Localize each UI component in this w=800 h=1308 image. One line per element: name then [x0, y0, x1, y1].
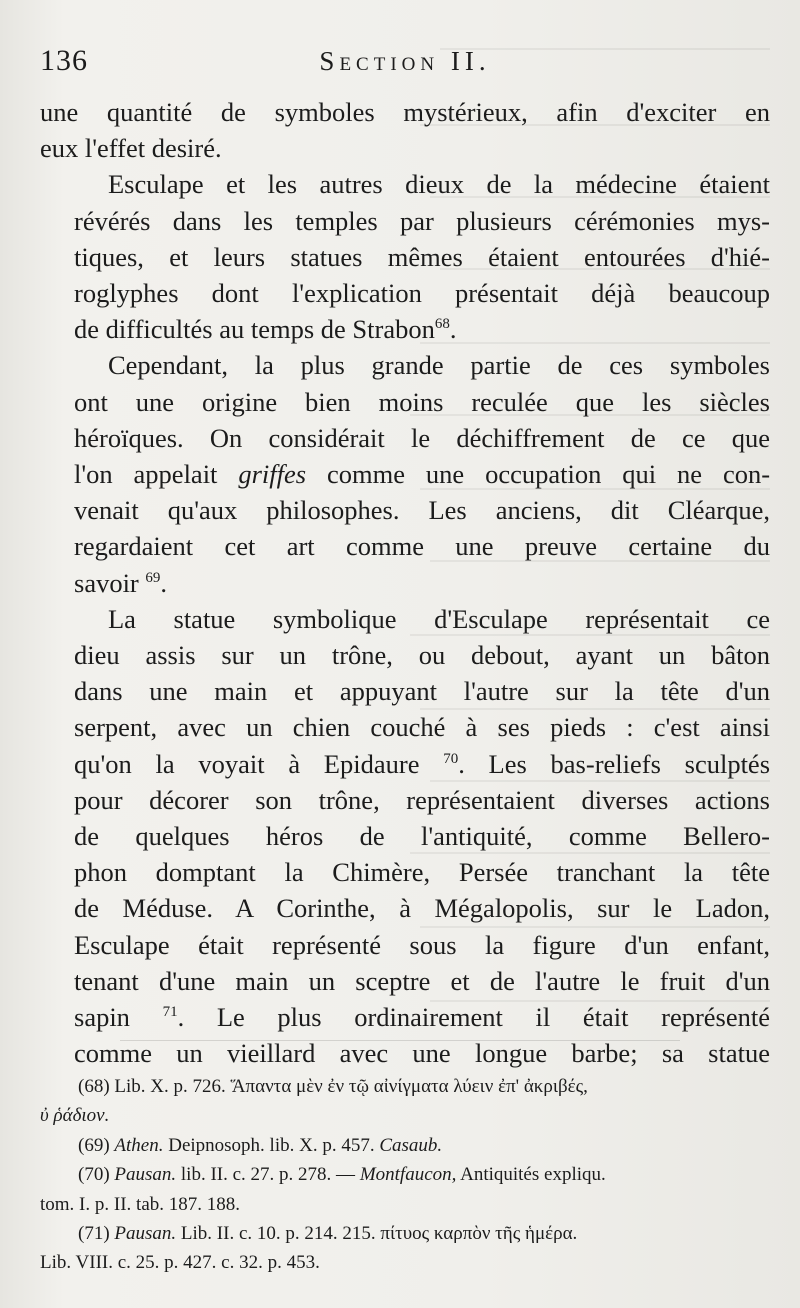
page-number: 136: [40, 44, 88, 77]
paragraph: [40, 347, 770, 600]
footnote-divider: [120, 1040, 680, 1041]
footnote-ref-70: 70: [443, 750, 459, 767]
text-line: héroïques. On considérait le déchiffrement de ce que: [74, 422, 770, 453]
footnote-71: (71) Pausan. Lib. II. c. 10. p. 214. 215. πίτυος καρπὸν τῆς ἡμέρα.: [78, 1223, 578, 1245]
paragraph: [40, 601, 770, 1072]
text-line: eux l'effet desiré.: [40, 133, 222, 164]
text-line: comme un vieillard avec une longue barbe; sa statue: [74, 1038, 770, 1069]
paragraph: [40, 166, 770, 347]
text-line: ont une origine bien moins reculée que les siècles: [74, 386, 770, 417]
text-line: Esculape et les autres dieux de la médecine étaient: [108, 169, 770, 200]
running-header: [40, 40, 770, 84]
text-line: serpent, avec un chien couché à ses pieds : c'est ainsi: [74, 712, 770, 743]
text-line: de quelques héros de l'antiquité, comme Bellero-: [74, 821, 770, 852]
text-line: dans une main et appuyant l'autre sur la tête d'un: [74, 676, 770, 707]
text-line: tiques, et leurs statues mêmes étaient entourées d'hié-: [74, 241, 770, 272]
footnote-ref-69: 69: [145, 569, 161, 586]
italic-term: griffes: [238, 459, 307, 490]
text-line: sapin $^{71}$. Le plus ordinairement il était représenté: [74, 1002, 770, 1033]
footnote-70-cont: tom. I. p. II. tab. 187. 188.: [40, 1193, 241, 1215]
text-line: Cependant, la plus grande partie de ces symboles: [108, 350, 770, 381]
text-line: dieu assis sur un trône, ou debout, ayant un bâton: [74, 640, 770, 671]
text-line: de Méduse. A Corinthe, à Mégalopolis, sur le Ladon,: [74, 893, 770, 924]
footnote-ref-68: 68: [434, 316, 450, 333]
text-line: regardaient cet art comme une preuve certaine du: [74, 531, 770, 562]
text-line: tenant d'une main un sceptre et de l'autre le fruit d'un: [74, 965, 770, 996]
footnote-68: (68) Lib. X. p. 726. Ἅπαντα μὲν ἐν τῷ αἰνίγματα λύειν ἐπ' ἀκριβές,: [78, 1076, 588, 1097]
main-text: [40, 94, 770, 1071]
footnotes: [40, 1072, 770, 1278]
text-line: La statue symbolique d'Esculape représentait ce: [108, 603, 770, 634]
text-line: révérés dans les temples par plusieurs cérémonies mys-: [74, 205, 770, 236]
text-line: une quantité de symboles mystérieux, afin d'exciter en: [40, 97, 770, 127]
text-line: de difficultés au temps de Strabon$^{68}$.: [74, 314, 457, 345]
footnote-ref-71: 71: [162, 1004, 178, 1021]
text-line: savoir $^{69}$.: [74, 567, 168, 598]
footnote-71-cont: Lib. VIII. c. 25. p. 427. c. 32. p. 453.: [40, 1252, 320, 1274]
paragraph: [40, 94, 770, 166]
footnote-68-cont: ὐ ῥάδιον.: [40, 1105, 110, 1127]
text-line: roglyphes dont l'explication présentait déjà beaucoup: [74, 278, 770, 309]
text-line: qu'on la voyait à Epidaure $^{70}$. Les bas-reliefs sculptés: [74, 748, 771, 779]
text-line: l'on appelait griffes comme une occupation qui ne con-: [74, 459, 771, 490]
text-line: phon domptant la Chimère, Persée tranchant la tête: [74, 857, 770, 888]
text-line: venait qu'aux philosophes. Les anciens, dit Cléarque,: [74, 495, 770, 526]
footnote-69: (69) Athen. Deipnosoph. lib. X. p. 457. Casaub.: [78, 1134, 443, 1156]
section-title: Section II.: [319, 46, 491, 76]
footnote-70: (70) Pausan. lib. II. c. 27. p. 278. — Montfaucon, Antiquités expliqu.: [78, 1164, 606, 1186]
text-line: pour décorer son trône, représentaient diverses actions: [74, 784, 770, 815]
text-line: Esculape était représenté sous la figure d'un enfant,: [74, 929, 770, 960]
